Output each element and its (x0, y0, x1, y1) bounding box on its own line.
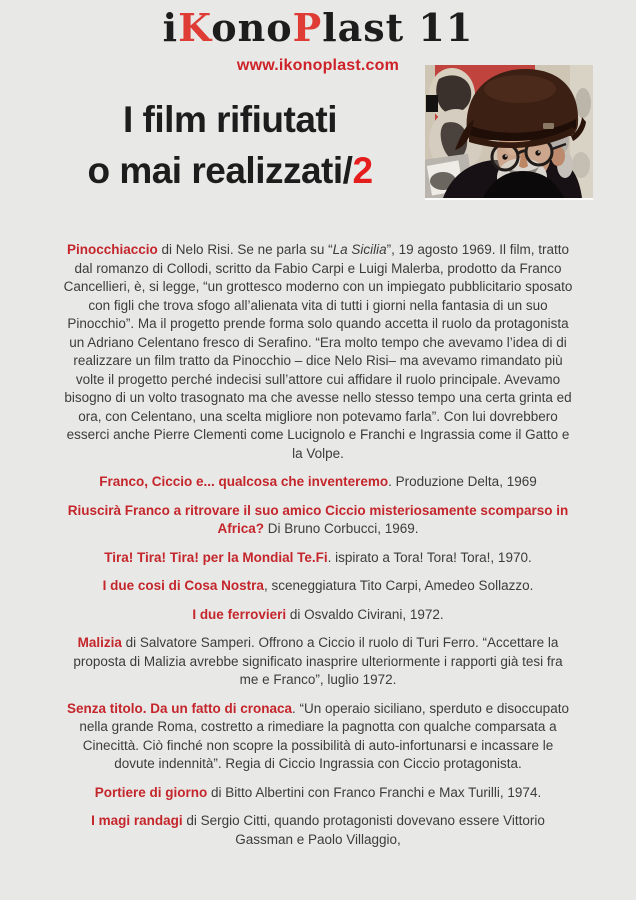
article-text: , sceneggiatura Tito Carpi, Amedeo Sollazzo. (263, 578, 534, 593)
article-text: Di Bruno Corbucci, 1969. (263, 521, 419, 536)
article-text: di Bitto Albertini con Franco Franchi e Max Turilli, 1974. (207, 784, 542, 800)
article-paragraph (63, 473, 573, 492)
film-title: Portiere di giorno (94, 784, 208, 800)
page-title-line2: o mai realizzati/2 (87, 150, 373, 191)
page-title (28, 94, 432, 196)
article-paragraph (63, 502, 573, 539)
page-title-number: 2 (352, 150, 373, 191)
film-title: I due cosi di Cosa Nostra (102, 578, 264, 593)
film-title: Franco, Ciccio e... qualcosa che inventeremo (99, 474, 389, 489)
brand-letter: P (292, 5, 323, 50)
article-text: La Sicilia (332, 242, 387, 257)
brand-letter: last 11 (322, 5, 474, 50)
film-title: Senza titolo. Da un fatto di cronaca (67, 700, 293, 716)
article-paragraph (63, 241, 573, 463)
film-title: Pinocchiaccio (67, 242, 158, 257)
article-text: . Produzione Delta, 1969 (388, 474, 537, 489)
article-paragraph (63, 577, 573, 596)
brand-letter: ono (211, 5, 293, 50)
page-title-line1: I film rifiutati (123, 99, 337, 140)
film-title: I due ferrovieri (192, 606, 287, 622)
article-paragraph (63, 606, 573, 625)
article-text: ”, 19 agosto 1969. Il film, tratto dal romanzo di Collodi, scritto da Fabio Carpi e Luigi Malerba, prodotto da Franco Cancellieri, è, si legge, “un grottesco moderno con un impiegato pubblicitario sposato con figli che trova sfogo all’alienata vita di tutti i giorni nella fantasia di un suo Pinocchio”. Ma il progetto prende forma solo quando accetta il ruolo da protagonista un Adriano Celentano fresco di Serafino. “Era molto tempo che avevamo l’idea di di realizzare un film tratto da Pinocchio – dice Nelo Risi– ma avevamo rimandato più volte il progetto perché indecisi sull’attore cui affidare il ruolo principale. Avevamo bisogno di un volto trasognato ma che avesse nello stesso tempo una certa grinta ed ora, con Celentano, una scelta migliore non potevamo farla”. Con lui dovrebbero esserci anche Pierre Clementi come Lucignolo e Franchi e Ingrassia come il Gatto e la Volpe. (63, 242, 573, 461)
article-text: . “Un operaio siciliano, sperduto e disoccupato nella grande Roma, costretto a rimediare la pagnotta con qualche comparsata a Cinecittà. Ciò finché non scopre la possibilità di auto-infortunarsi e incassare le dovute indennità”. Regia di Ciccio Ingrassia con Ciccio protagonista. (79, 700, 569, 771)
article-text: di Salvatore Samperi. Offrono a Ciccio il ruolo di Turi Ferro. “Accettare la proposta di Malizia avrebbe significato inasprire ulteriormente i rapporti già tesi fra me e Franco”, luglio 1972. (73, 635, 563, 687)
portrait-photo-illustration (425, 65, 593, 198)
article-paragraph (63, 634, 573, 690)
film-title: I magi randagi (91, 813, 183, 828)
film-title: Tira! Tira! Tira! per la Mondial Te.Fi (104, 549, 328, 565)
article-paragraph (63, 700, 573, 774)
film-title: Malizia (77, 635, 122, 650)
brand-title (0, 5, 636, 50)
article-text: di Nelo Risi. Se ne parla su “ (157, 242, 333, 257)
article-list (63, 241, 573, 859)
article-text: di Sergio Citti, quando protagonisti dovevano essere Vittorio Gassman e Paolo Villaggio, (182, 813, 545, 847)
portrait-photo (425, 65, 593, 198)
article-text: di Osvaldo Civirani, 1972. (286, 606, 444, 622)
brand-letter: K (178, 5, 212, 50)
article-paragraph (63, 784, 573, 803)
website-link[interactable]: www.ikonoplast.com (236, 57, 400, 74)
article-paragraph (63, 812, 573, 849)
article-text: . ispirato a Tora! Tora! Tora!, 1970. (327, 549, 532, 565)
film-title: Riuscirà Franco a ritrovare il suo amico Ciccio misteriosamente scomparso in Africa? (67, 502, 569, 536)
brand-letter: i (162, 5, 179, 50)
article-paragraph (63, 549, 573, 568)
